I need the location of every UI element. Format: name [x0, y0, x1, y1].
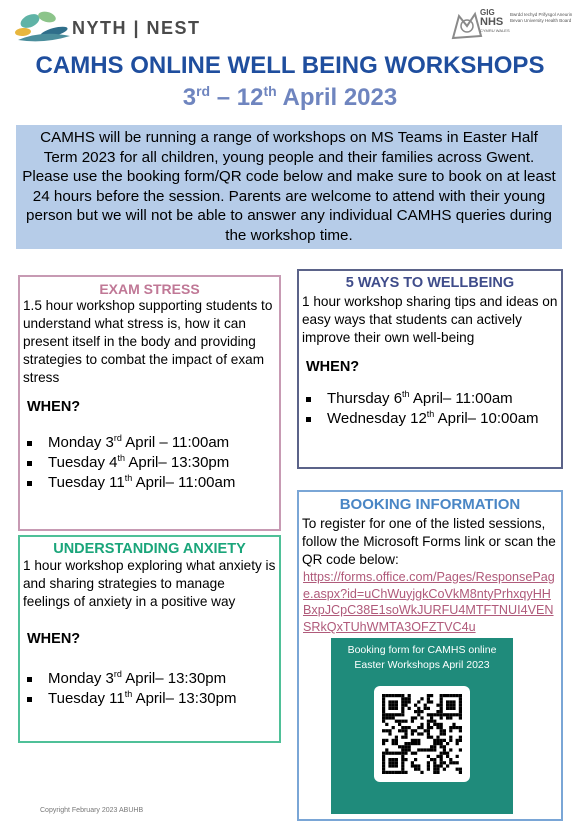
- exam-stress-slot: [26, 453, 279, 473]
- qr-caption-line: Easter Workshops April 2023: [354, 659, 490, 671]
- slot-suffix: rd: [113, 669, 122, 679]
- qr-code-icon[interactable]: [374, 686, 470, 782]
- anxiety-slot-list: [20, 669, 279, 709]
- booking-instructions: To register for one of the listed sessions, follow the Microsoft Forms link or scan the QR code below:: [302, 516, 556, 567]
- booking-title: BOOKING INFORMATION: [339, 496, 521, 513]
- exam-stress-description: 1.5 hour workshop supporting students to understand what stress is, how it can present itself in the body and providing strategies to combat the impact of exam stress: [23, 298, 273, 385]
- slot-suffix: rd: [113, 433, 122, 443]
- slot-time: April– 11:00am: [409, 390, 513, 407]
- date-rest: April 2023: [276, 84, 398, 111]
- copyright-footer: Copyright February 2023 ABUHB: [40, 807, 144, 814]
- nhs-sub-label: CYMRU WALES: [480, 28, 510, 33]
- qr-caption-line: Booking form for CAMHS online: [347, 644, 497, 656]
- anxiety-slot: [26, 689, 279, 709]
- slot-day: Wednesday 12: [327, 410, 427, 427]
- slot-time: April– 11:00am: [132, 474, 236, 491]
- nhs-small-label: GIG: [480, 8, 495, 17]
- slot-day: Monday 3: [48, 670, 114, 687]
- anxiety-when-label: WHEN?: [27, 631, 81, 647]
- qr-caption: [331, 643, 513, 673]
- booking-form-link[interactable]: https://forms.office.com/Pages/ResponsePage.aspx?id=uChWuyjgkCoVkM8ntyPrhxqyHHBxpJCpC38E1soWkJURFU4MTFTNUI4VENSRkQxTUhWMTA3OFZTVC4u: [303, 570, 555, 634]
- exam-stress-slot-list: [20, 433, 279, 493]
- intro-panel: CAMHS will be running a range of workshops on MS Teams in Easter Half Term 2023 for all children, young people and their families across Gwent. Please use the booking form/QR code below and make sure to book on at least 24 hours before the session. Parents are welcome to attend with their young person but we will not be able to answer any individual CAMHS queries during the workshop time.: [16, 125, 562, 249]
- exam-stress-when-label: WHEN?: [27, 399, 81, 415]
- slot-day: Tuesday 11: [48, 690, 125, 707]
- five-ways-slot: [305, 409, 561, 429]
- slot-day: Tuesday 11: [48, 474, 125, 491]
- nyth-nest-logo-icon: [14, 10, 74, 48]
- org-name: NYTH | NEST: [72, 18, 201, 38]
- start-suffix: rd: [196, 83, 211, 99]
- date-range: [0, 84, 580, 112]
- slot-suffix: th: [124, 473, 133, 483]
- nhs-wales-mark: [480, 9, 510, 33]
- exam-stress-slot: [26, 433, 279, 453]
- page-title: CAMHS ONLINE WELL BEING WORKSHOPS: [35, 52, 545, 79]
- slot-day: Monday 3: [48, 434, 114, 451]
- slot-suffix: th: [124, 689, 133, 699]
- five-ways-description: 1 hour workshop sharing tips and ideas on easy ways that students can actively improve their own well-being: [302, 294, 558, 345]
- slot-day: Thursday 6: [327, 390, 403, 407]
- exam-stress-title: EXAM STRESS: [99, 281, 200, 297]
- slot-time: April– 13:30pm: [125, 454, 230, 471]
- date-separator: –: [210, 84, 237, 111]
- end-suffix: th: [263, 83, 277, 99]
- five-ways-when-label: WHEN?: [306, 359, 360, 375]
- slot-time: April– 13:30pm: [121, 670, 227, 687]
- nhs-big-label: NHS: [480, 16, 504, 28]
- understanding-anxiety-card: [18, 535, 281, 743]
- anxiety-description: 1 hour workshop exploring what anxiety is and sharing strategies to manage feelings of anxiety in a positive way: [23, 558, 280, 609]
- slot-time: April – 11:00am: [121, 434, 230, 451]
- slot-suffix: th: [402, 389, 410, 399]
- slot-day: Tuesday 4: [48, 454, 118, 471]
- end-day: 12: [236, 84, 264, 111]
- exam-stress-card: [18, 275, 281, 531]
- five-ways-slot-list: [299, 389, 561, 429]
- anxiety-slot: [26, 669, 279, 689]
- slot-time: April– 13:30pm: [132, 690, 237, 707]
- five-ways-card: [297, 269, 563, 469]
- health-board-name: Bwrdd Iechyd Prifysgol Aneurin Bevan University Health Board: [510, 12, 573, 23]
- slot-suffix: th: [117, 453, 126, 463]
- slot-time: April– 10:00am: [434, 410, 539, 427]
- five-ways-title: 5 WAYS TO WELLBEING: [345, 275, 515, 291]
- qr-panel: [331, 638, 513, 814]
- anxiety-title: UNDERSTANDING ANXIETY: [53, 541, 246, 557]
- slot-suffix: th: [426, 409, 435, 419]
- booking-information-card: [297, 490, 563, 821]
- start-day: 3: [182, 84, 197, 111]
- five-ways-slot: [305, 389, 561, 409]
- exam-stress-slot: [26, 473, 279, 493]
